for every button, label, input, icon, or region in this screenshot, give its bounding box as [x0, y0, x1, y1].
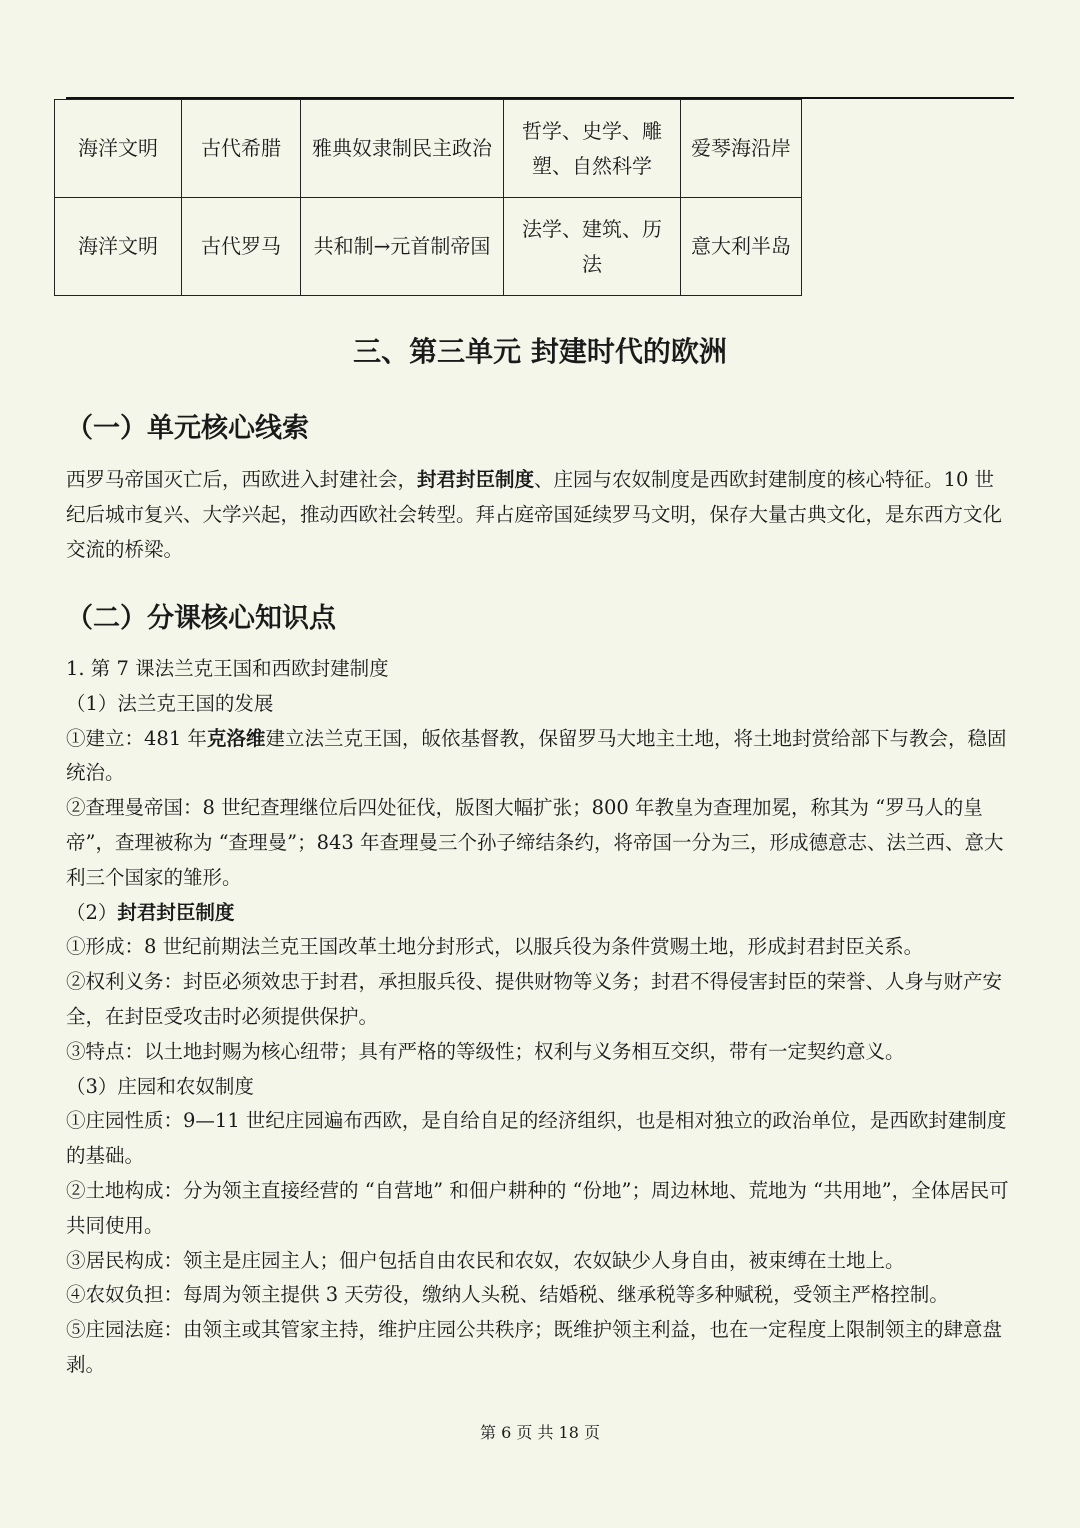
- unit-title: 三、第三单元 封建时代的欧洲: [353, 335, 727, 368]
- section-heading: （二）分课核心知识点: [66, 603, 336, 634]
- point-item: ①形成：8 世纪前期法兰克王国改革土地分封形式，以服兵役为条件赏赐土地，形成封君封臣关系。: [66, 935, 924, 959]
- point-item: ③居民构成：领主是庄园主人；佃户包括自由农民和农奴，农奴缺少人身自由，被束缚在土地上。: [66, 1248, 905, 1272]
- table-cell: 共和制→元首制帝国: [301, 198, 504, 296]
- subsection-title: （3）庄园和农奴制度: [66, 1074, 254, 1098]
- text-run: 建立法兰克王国，皈依基督教，保留罗马大地主土地，将土地封赏给部下与教会，稳固统治。: [66, 726, 1007, 785]
- knowledge-points: [66, 652, 1010, 1383]
- civilization-table: [54, 99, 802, 296]
- table-cell: 古代希腊: [182, 100, 301, 198]
- section-heading: （一）单元核心线索: [66, 413, 309, 444]
- text-run: 西罗马帝国灭亡后，西欧进入封建社会，: [66, 468, 418, 491]
- cell-line: 法学、建筑、历: [522, 216, 662, 241]
- point-item: ②权利义务：封臣必须效忠于封君，承担服兵役、提供财物等义务；封君不得侵害封臣的荣誉、人身与财产安全，在封臣受攻击时必须提供保护。: [66, 970, 1003, 1028]
- text-run: （2）: [66, 900, 118, 924]
- table-cell: 海洋文明: [55, 100, 182, 198]
- table-cell: 海洋文明: [55, 198, 182, 296]
- table-cell: 爱琴海沿岸: [681, 100, 802, 198]
- table-cell: [504, 198, 681, 296]
- table-cell: 古代罗马: [182, 198, 301, 296]
- point-item: [66, 722, 1010, 792]
- point-item: ⑤庄园法庭：由领主或其管家主持，维护庄园公共秩序；既维护领主利益，也在一定程度上限制领主的肆意盘剥。: [66, 1318, 1003, 1376]
- table-cell: 雅典奴隶制民主政治: [301, 100, 504, 198]
- core-clue-paragraph: [66, 463, 1010, 567]
- table-cell: [504, 100, 681, 198]
- point-item: ②土地构成：分为领主直接经营的 “自营地” 和佃户耕种的 “份地”；周边林地、荒地为 “共用地”，全体居民可共同使用。: [66, 1178, 1009, 1237]
- bold-term: 封君封臣制度: [117, 900, 235, 924]
- point-item: ③特点：以土地封赐为核心纽带；具有严格的等级性；权利与义务相互交织，带有一定契约意义。: [66, 1039, 905, 1063]
- cell-line: 法: [582, 251, 602, 276]
- point-item: ①庄园性质：9—11 世纪庄园遍布西欧，是自给自足的经济组织，也是相对独立的政治单位，是西欧封建制度的基础。: [66, 1109, 1007, 1168]
- subsection-title: [66, 896, 1010, 931]
- bold-term: 封君封臣制度: [417, 468, 535, 491]
- lesson-title: 1. 第 7 课法兰克王国和西欧封建制度: [66, 657, 389, 680]
- table-cell: 意大利半岛: [681, 198, 802, 296]
- subsection-title: （1）法兰克王国的发展: [66, 691, 274, 715]
- cell-line: 塑、自然科学: [532, 153, 652, 178]
- point-item: ②查理曼帝国：8 世纪查理继位后四处征伐，版图大幅扩张；800 年教皇为查理加冕，称其为 “罗马人的皇帝”，查理被称为 “查理曼”；843 年查理曼三个孙子缔结条约，将帝国一分为三，形成德意志、法兰西、意大利三个国家的雏形。: [66, 796, 1004, 889]
- bold-term: 克洛维: [206, 726, 266, 750]
- cell-line: 哲学、史学、雕: [522, 118, 662, 143]
- text-run: ①建立：481 年: [66, 726, 207, 750]
- point-item: ④农奴负担：每周为领主提供 3 天劳役，缴纳人头税、结婚税、继承税等多种赋税，受领主严格控制。: [66, 1283, 949, 1307]
- table-row: [55, 100, 802, 198]
- page-number: 第 6 页 共 18 页: [480, 1423, 600, 1442]
- table-row: [55, 198, 802, 296]
- text-run: 、庄园与农奴制度是西欧封建制度的核心特征。10 世纪后城市复兴、大学兴起，推动西欧社会转型。拜占庭帝国延续罗马文明，保存大量古典文化，是东西方文化交流的桥梁。: [66, 468, 1003, 561]
